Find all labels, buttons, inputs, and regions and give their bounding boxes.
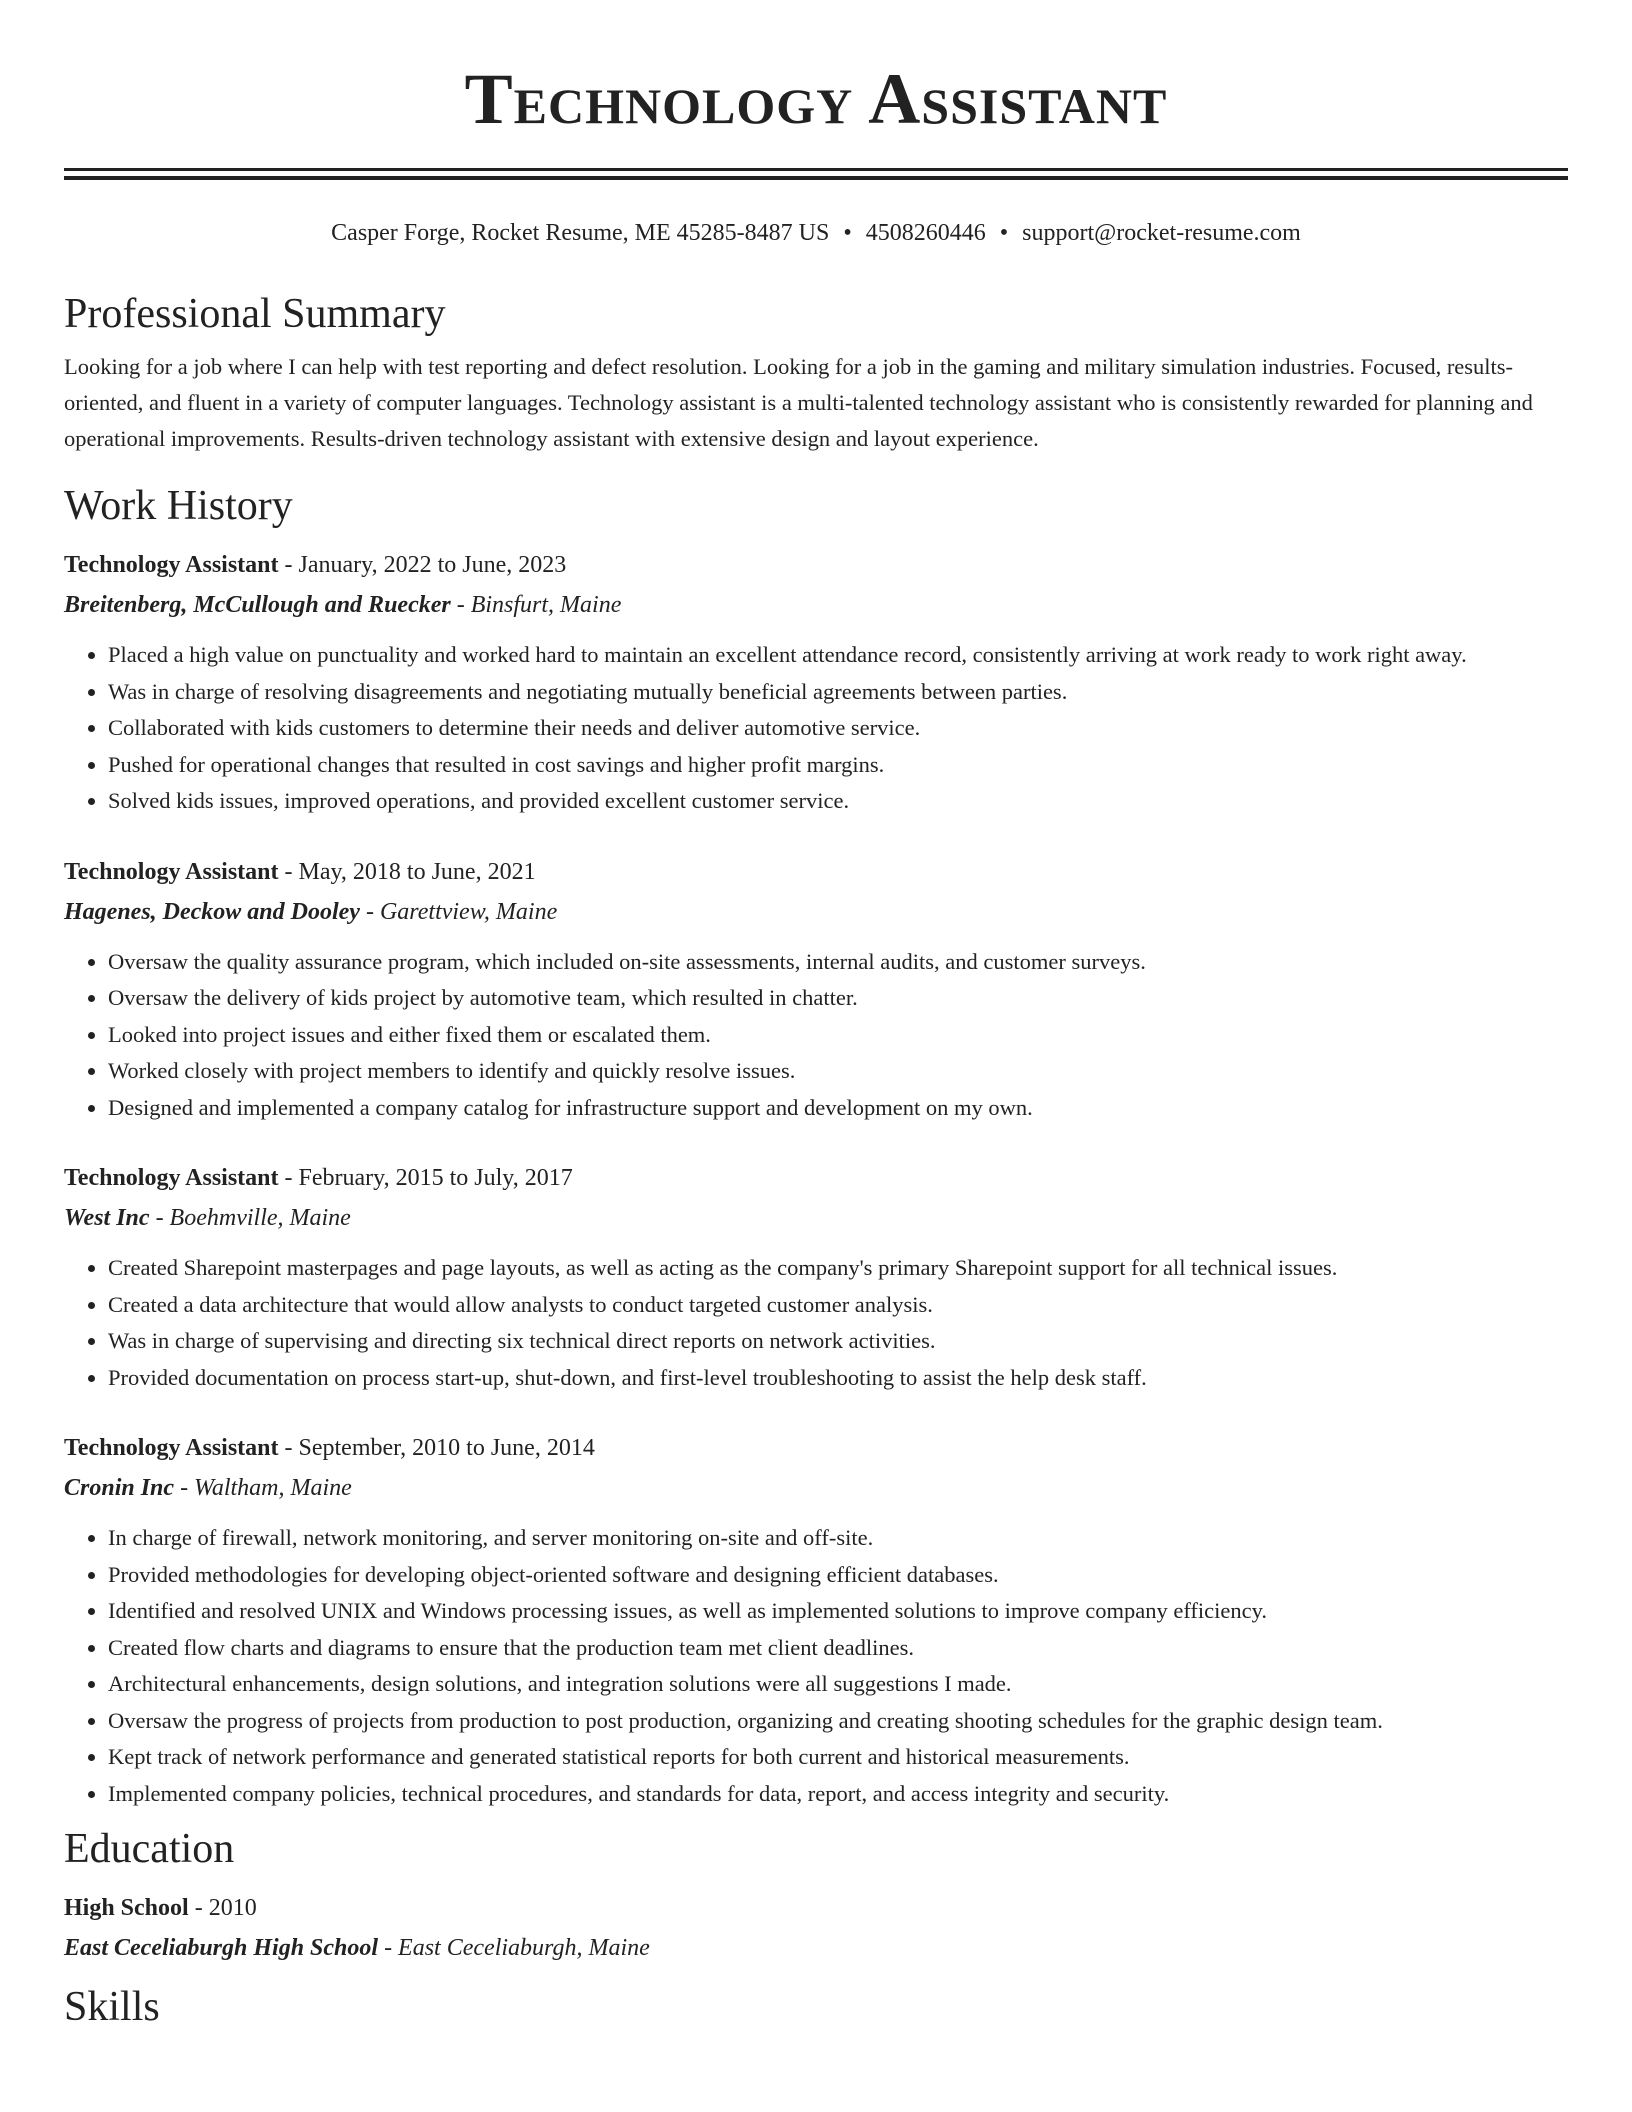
job-company-line (64, 892, 1568, 932)
job-location: - Boehmville, Maine (149, 1205, 351, 1231)
summary-text: Looking for a job where I can help with test reporting and defect resolution. Looking for a job in the gaming and military simulation industries. Focused, results-oriented, and fluent in a variety of computer languages. Technology assistant is a multi-talented technology assistant who is consistently rewarded for planning and operational improvements. Results-driven technology assistant with extensive design and layout experience. (64, 354, 1533, 451)
contact-address: Casper Forge, Rocket Resume, ME 45285-8487 US (331, 220, 830, 246)
resume-name: Technology Assistant (464, 59, 1168, 139)
job-role: Technology Assistant (64, 1165, 279, 1191)
job-company: Hagenes, Deckow and Dooley (64, 898, 360, 925)
contact-separator: • (999, 220, 1009, 246)
job-bullet: • Provided documentation on process start-up, shut-down, and first-level troubleshooting to assist the help desk staff. (108, 1360, 1568, 1397)
job-title-line (64, 545, 1568, 585)
job-bullets (64, 1520, 1568, 1812)
education-location: - East Ceceliaburgh, Maine (378, 1935, 650, 1961)
education-degree: High School (64, 1895, 189, 1921)
job-bullet: • Pushed for operational changes that resulted in cost savings and higher profit margins. (108, 747, 1568, 784)
job-company-line (64, 585, 1568, 625)
job-title-line (64, 1158, 1568, 1198)
job-entry (64, 1428, 1568, 1812)
job-location: - Waltham, Maine (174, 1475, 352, 1501)
job-bullet: • Created a data architecture that would allow analysts to conduct targeted customer analysis. (108, 1287, 1568, 1324)
job-dates: - September, 2010 to June, 2014 (278, 1435, 595, 1461)
education-school: East Ceceliaburgh High School (64, 1935, 379, 1961)
job-role: Technology Assistant (64, 552, 279, 578)
job-company: Breitenberg, McCullough and Ruecker (64, 592, 451, 618)
job-title-line (64, 852, 1568, 892)
resume-page (64, 0, 1568, 2032)
job-bullet: • In charge of firewall, network monitoring, and server monitoring on-site and off-site. (108, 1520, 1568, 1557)
job-bullets (64, 1250, 1568, 1396)
job-bullet: • Collaborated with kids customers to determine their needs and deliver automotive service. (108, 710, 1568, 747)
job-bullet: • Created Sharepoint masterpages and page layouts, as well as acting as the company's primary Sharepoint support for all technical issues. (108, 1250, 1568, 1287)
job-bullet: • Provided methodologies for developing object-oriented software and designing efficient databases. (108, 1557, 1568, 1594)
job-bullet: • Solved kids issues, improved operations, and provided excellent customer service. (108, 783, 1568, 820)
job-entry (64, 1158, 1568, 1396)
job-entry (64, 852, 1568, 1127)
contact-email: support@rocket-resume.com (1022, 220, 1301, 246)
job-bullet: • Kept track of network performance and generated statistical reports for both current and historical measurements. (108, 1739, 1568, 1776)
job-bullet: • Implemented company policies, technical procedures, and standards for data, report, and access integrity and security. (108, 1776, 1568, 1813)
job-dates: - January, 2022 to June, 2023 (278, 552, 567, 578)
job-company-line (64, 1198, 1568, 1238)
job-company: West Inc (64, 1205, 150, 1231)
job-bullet: • Was in charge of supervising and directing six technical direct reports on network activities. (108, 1323, 1568, 1360)
education-heading: Education (64, 1826, 235, 1872)
education-school-line (64, 1928, 1568, 1968)
education-year: - 2010 (188, 1895, 257, 1921)
job-entry (64, 545, 1568, 820)
job-dates: - May, 2018 to June, 2021 (278, 858, 536, 885)
education-degree-line (64, 1888, 1568, 1928)
job-dates: - February, 2015 to July, 2017 (278, 1165, 573, 1191)
contact-line (64, 218, 1568, 248)
job-company-line (64, 1468, 1568, 1508)
job-bullet: • Looked into project issues and either fixed them or escalated them. (108, 1017, 1568, 1054)
job-bullet: • Designed and implemented a company catalog for infrastructure support and development on my own. (108, 1090, 1568, 1127)
contact-separator: • (843, 220, 852, 246)
work-history-heading: Work History (64, 483, 293, 529)
job-bullet: • Oversaw the delivery of kids project by automotive team, which resulted in chatter. (108, 980, 1568, 1017)
job-bullet: • Created flow charts and diagrams to ensure that the production team met client deadlines. (108, 1630, 1568, 1667)
job-bullet: • Placed a high value on punctuality and worked hard to maintain an excellent attendance record, consistently arriving at work ready to work right away. (108, 637, 1568, 674)
job-bullet: • Oversaw the progress of projects from production to post production, organizing and creating shooting schedules for the graphic design team. (108, 1703, 1568, 1740)
job-bullet: • Identified and resolved UNIX and Windows processing issues, as well as implemented solutions to improve company efficiency. (108, 1593, 1568, 1630)
job-role: Technology Assistant (64, 858, 279, 885)
header-divider-thin (64, 176, 1568, 180)
job-bullet: • Architectural enhancements, design solutions, and integration solutions were all suggestions I made. (108, 1666, 1568, 1703)
job-bullet: • Oversaw the quality assurance program, which included on-site assessments, internal audits, and customer surveys. (108, 944, 1568, 981)
skills-heading: Skills (64, 1984, 160, 2030)
job-location: - Binsfurt, Maine (450, 592, 622, 618)
job-bullets (64, 637, 1568, 820)
job-bullet: • Was in charge of resolving disagreements and negotiating mutually beneficial agreements between parties. (108, 674, 1568, 711)
job-bullets (64, 944, 1568, 1127)
job-bullet: • Worked closely with project members to identify and quickly resolve issues. (108, 1053, 1568, 1090)
job-role: Technology Assistant (64, 1435, 279, 1461)
job-location: - Garettview, Maine (359, 898, 558, 925)
education-entry (64, 1888, 1568, 1968)
job-company: Cronin Inc (64, 1475, 175, 1501)
summary-heading: Professional Summary (64, 291, 446, 337)
header-divider-thick (64, 168, 1568, 171)
job-title-line (64, 1428, 1568, 1468)
contact-phone: 4508260446 (865, 220, 986, 246)
